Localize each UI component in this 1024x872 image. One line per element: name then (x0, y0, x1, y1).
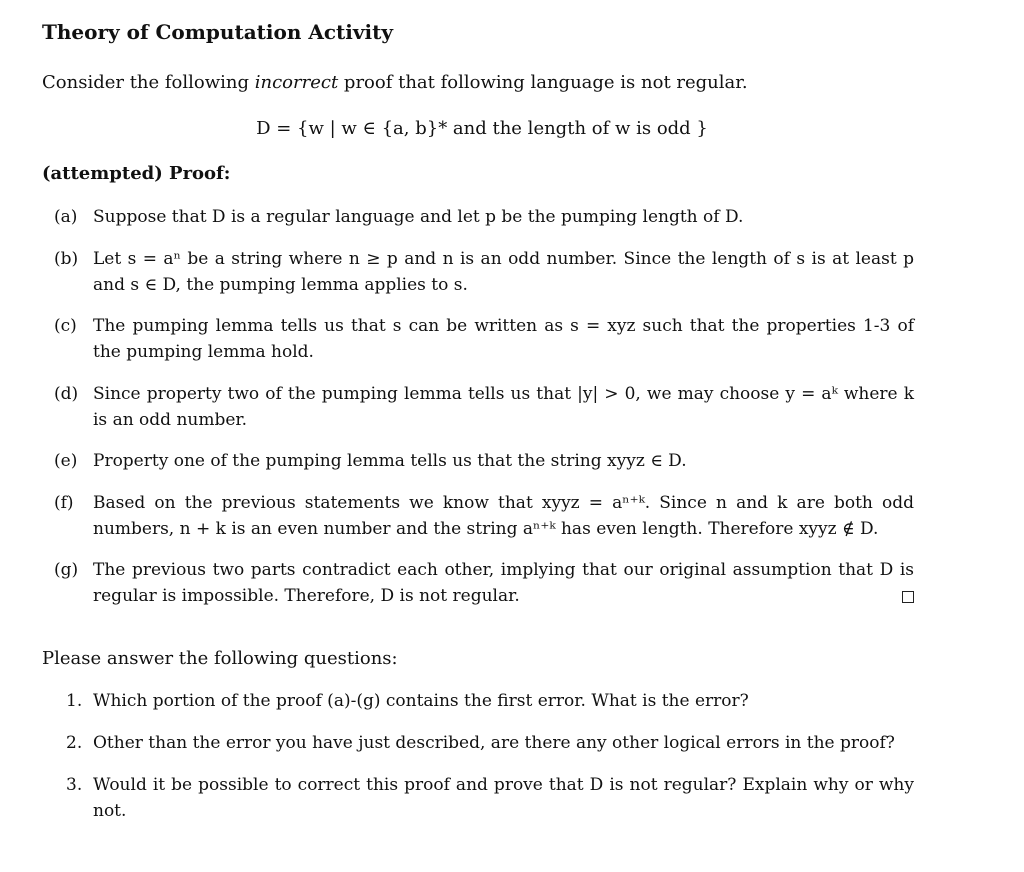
proof-step-d (54, 381, 914, 433)
proof-step-b (54, 246, 914, 298)
proof-step-label: (d) (54, 384, 79, 404)
proof-step-label: (a) (54, 207, 78, 227)
question-text: Would it be possible to correct this proof and prove that D is not regular? Explain why or why not. (93, 775, 914, 821)
page-title: Theory of Computation Activity (42, 20, 393, 44)
question-2 (66, 730, 914, 756)
proof-step-label: (c) (54, 316, 77, 336)
proof-step-text: Property one of the pumping lemma tells us that the string xyyz ∈ D. (93, 451, 687, 471)
proof-step-f (54, 490, 914, 542)
proof-step-g (54, 557, 914, 609)
qed-square-icon (902, 591, 914, 603)
proof-step-text: The previous two parts contradict each other, implying that our original assumption that D is regular is impossible. Therefore, D is not regular. (93, 560, 914, 606)
proof-step-e (54, 448, 914, 474)
intro-text-before: Consider the following (42, 72, 255, 93)
question-number: 3. (66, 775, 83, 795)
proof-step-label: (g) (54, 560, 79, 580)
question-text: Other than the error you have just described, are there any other logical errors in the proof? (93, 733, 895, 753)
intro-paragraph (42, 72, 748, 93)
proof-step-text: Since property two of the pumping lemma tells us that |y| > 0, we may choose y = aᵏ where k is an odd number. (93, 384, 914, 430)
proof-step-label: (b) (54, 249, 79, 269)
question-3 (66, 772, 914, 824)
question-text: Which portion of the proof (a)-(g) contains the first error. What is the error? (93, 691, 749, 711)
proof-step-label: (f) (54, 493, 74, 513)
intro-text-after: proof that following language is not regular. (338, 72, 748, 93)
proof-step-text: Let s = aⁿ be a string where n ≥ p and n is an odd number. Since the length of s is at least p and s ∈ D, the pumping lemma applies to s. (93, 249, 914, 295)
language-definition: D = {w | w ∈ {a, b}* and the length of w is odd } (256, 118, 708, 139)
proof-step-text: Based on the previous statements we know that xyyz = aⁿ⁺ᵏ. Since n and k are both odd numbers, n + k is an even number and the string aⁿ⁺ᵏ has even length. Therefore xyyz ∉ D. (93, 493, 914, 539)
questions-heading: Please answer the following questions: (42, 648, 398, 669)
proof-step-a (54, 204, 914, 230)
question-number: 2. (66, 733, 83, 753)
proof-step-c (54, 313, 914, 365)
proof-heading: (attempted) Proof: (42, 163, 231, 184)
question-number: 1. (66, 691, 83, 711)
question-1 (66, 688, 914, 714)
proof-step-text: Suppose that D is a regular language and let p be the pumping length of D. (93, 207, 744, 227)
proof-step-text: The pumping lemma tells us that s can be written as s = xyz such that the properties 1-3 of the pumping lemma hold. (93, 316, 914, 362)
intro-emphasis: incorrect (254, 72, 339, 93)
proof-step-label: (e) (54, 451, 78, 471)
